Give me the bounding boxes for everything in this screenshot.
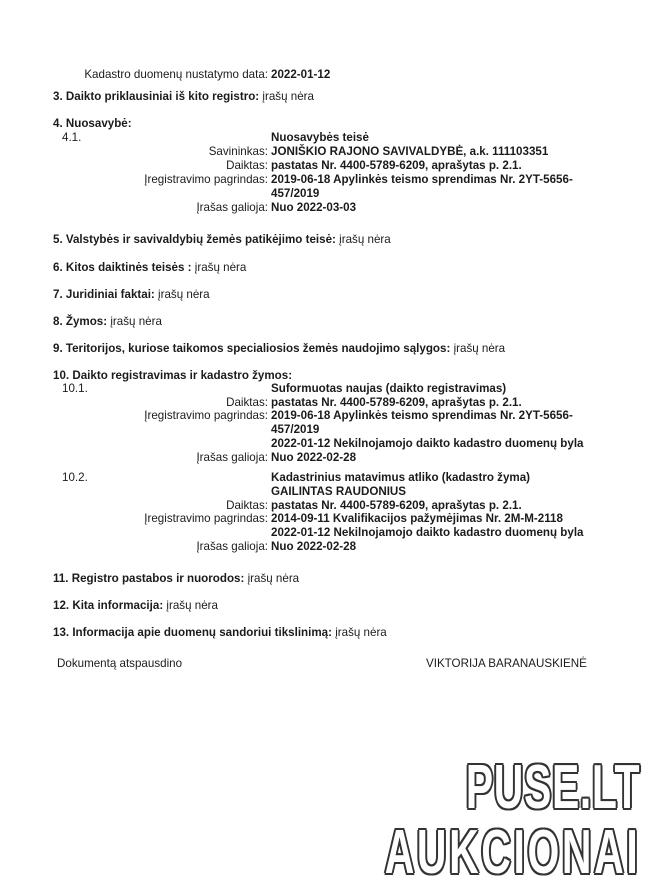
entry-4-1-heading: Nuosavybės teisė	[271, 131, 369, 144]
entry-10-2-valid: Nuo 2022-02-28	[271, 540, 357, 553]
watermark-line-1: PUSE.LT	[465, 753, 640, 822]
entry-10-2-valid-row	[0, 540, 661, 554]
entry-10-2-heading-row	[0, 471, 661, 485]
section-8	[0, 315, 661, 329]
entry-4-1-basis-line-2: 457/2019	[271, 187, 320, 200]
entry-10-2-basis-row-2	[0, 526, 661, 540]
section-8-text	[53, 315, 162, 329]
section-6-text	[53, 261, 246, 275]
section-11	[0, 572, 661, 586]
entry-10-2-surveyor: GAILINTAS RAUDONIUS	[271, 485, 407, 498]
entry-10-1-valid-row	[0, 451, 661, 465]
section-10-title: 10. Daikto registravimas ir kadastro žymos:	[53, 369, 293, 382]
entry-10-1-basis-line-2: 457/2019	[271, 423, 320, 436]
section-6	[0, 261, 661, 275]
section-3-title: 3. Daikto priklausiniai iš kito registro:	[53, 90, 260, 103]
section-12-value: įrašų nėra	[166, 599, 218, 612]
section-5-title: 5. Valstybės ir savivaldybių žemės patikėjimo teisė:	[53, 233, 336, 246]
section-13-text	[53, 626, 387, 640]
entry-4-1-object: pastatas Nr. 4400-5789-6209, aprašytas p. 2.1.	[271, 159, 522, 172]
entry-10-2-heading-row-2	[0, 485, 661, 499]
section-6-title: 6. Kitos daiktinės teisės :	[53, 261, 192, 274]
section-7	[0, 288, 661, 302]
printed-by-label: Dokumentą atspausdino	[57, 657, 183, 670]
section-9	[0, 342, 661, 356]
section-5	[0, 233, 661, 247]
entry-10-2-basis-line-2: 2022-01-12 Nekilnojamojo daikto kadastro duomenų byla	[271, 526, 584, 539]
entry-4-1-basis-label: Įregistravimo pagrindas:	[144, 173, 268, 186]
entry-10-1-basis-line-3: 2022-01-12 Nekilnojamojo daikto kadastro duomenų byla	[271, 437, 584, 450]
entry-4-1-basis-row-2	[0, 187, 661, 201]
entry-10-1-valid-label: Įrašas galioja:	[196, 451, 268, 464]
entry-4-1-basis-row	[0, 173, 661, 187]
section-11-value: įrašų nėra	[247, 572, 300, 585]
entry-4-1-owner-row	[0, 145, 661, 159]
section-3	[0, 90, 661, 104]
entry-10-2-basis-line-1: 2014-09-11 Kvalifikacijos pažymėjimas Nr. 2M-M-2118	[271, 512, 563, 525]
section-7-title: 7. Juridiniai faktai:	[53, 288, 155, 301]
section-11-text	[53, 572, 299, 586]
entry-10-2-heading: Kadastrinius matavimus atliko (kadastro žyma)	[271, 471, 531, 484]
entry-10-1-basis-row-2	[0, 423, 661, 437]
section-9-text	[53, 342, 505, 356]
entry-10-1-object: pastatas Nr. 4400-5789-6209, aprašytas p. 2.1.	[271, 396, 522, 409]
entry-4-1-number: 4.1.	[62, 131, 82, 144]
section-13-title: 13. Informacija apie duomenų sandoriui tikslinimą:	[53, 626, 332, 639]
section-4-text	[53, 117, 132, 131]
section-13	[0, 626, 661, 640]
entry-10-2-object-label: Daiktas:	[226, 499, 268, 512]
section-8-value: įrašų nėra	[110, 315, 162, 328]
section-12-title: 12. Kita informacija:	[53, 599, 164, 612]
footer-row	[0, 657, 661, 671]
section-12-text	[53, 599, 218, 613]
section-8-title: 8. Žymos:	[53, 315, 108, 328]
section-10-text	[53, 369, 292, 383]
section-12	[0, 599, 661, 613]
entry-10-1-basis-label: Įregistravimo pagrindas:	[144, 409, 268, 422]
entry-10-1-basis-line-1: 2019-06-18 Apylinkės teismo sprendimas Nr. 2YT-5656-	[271, 409, 573, 422]
entry-4-1-basis-line-1: 2019-06-18 Apylinkės teismo sprendimas Nr. 2YT-5656-	[271, 173, 573, 186]
section-11-title: 11. Registro pastabos ir nuorodos:	[53, 572, 245, 585]
entry-10-2-object: pastatas Nr. 4400-5789-6209, aprašytas p. 2.1.	[271, 499, 522, 512]
entry-4-1-valid: Nuo 2022-03-03	[271, 201, 357, 214]
entry-10-1-valid: Nuo 2022-02-28	[271, 451, 357, 464]
section-5-value: įrašų nėra	[339, 233, 391, 246]
entry-10-2-basis-label: Įregistravimo pagrindas:	[144, 512, 268, 525]
entry-10-1-heading: Suformuotas naujas (daikto registravimas)	[271, 382, 507, 395]
cadastre-date-label: Kadastro duomenų nustatymo data:	[84, 68, 268, 81]
entry-4-1-object-label: Daiktas:	[226, 159, 268, 172]
section-7-text	[53, 288, 210, 302]
section-4-title: 4. Nuosavybė:	[53, 117, 132, 130]
cadastre-date-row	[0, 68, 661, 82]
entry-10-2-number: 10.2.	[62, 471, 88, 484]
entry-10-1-basis-row-3	[0, 437, 661, 451]
entry-4-1-valid-label: Įrašas galioja:	[196, 201, 268, 214]
entry-10-2-basis-row	[0, 512, 661, 526]
entry-4-1-heading-row	[0, 131, 661, 145]
entry-4-1-valid-row	[0, 201, 661, 215]
section-4	[0, 117, 661, 131]
entry-10-1-object-label: Daiktas:	[226, 396, 268, 409]
entry-10-1-basis-row	[0, 409, 661, 423]
section-6-value: įrašų nėra	[194, 261, 247, 274]
watermark-line-2: AUKCIONAI	[384, 818, 640, 886]
entry-4-1-owner-label: Savininkas:	[208, 145, 268, 158]
entry-4-1-owner: JONIŠKIO RAJONO SAVIVALDYBĖ, a.k. 111103351	[271, 145, 549, 158]
section-3-value: įrašų nėra	[262, 90, 314, 103]
section-9-title: 9. Teritorijos, kuriose taikomos specialiosios žemės naudojimo sąlygos:	[53, 342, 451, 355]
section-9-value: įrašų nėra	[453, 342, 506, 355]
section-3-text	[53, 90, 314, 104]
entry-10-1-heading-row	[0, 382, 661, 396]
entry-10-1-object-row	[0, 396, 661, 410]
section-13-value: įrašų nėra	[335, 626, 387, 639]
entry-4-1-object-row	[0, 159, 661, 173]
section-5-text	[53, 233, 391, 247]
entry-10-2-valid-label: Įrašas galioja:	[196, 540, 268, 553]
entry-10-1-number: 10.1.	[62, 382, 88, 395]
entry-10-2-object-row	[0, 499, 661, 513]
section-7-value: įrašų nėra	[158, 288, 210, 301]
cadastre-date-value: 2022-01-12	[271, 68, 331, 81]
section-10	[0, 369, 661, 383]
printed-by-name: VIKTORIJA BARANAUSKIENĖ	[426, 657, 587, 670]
